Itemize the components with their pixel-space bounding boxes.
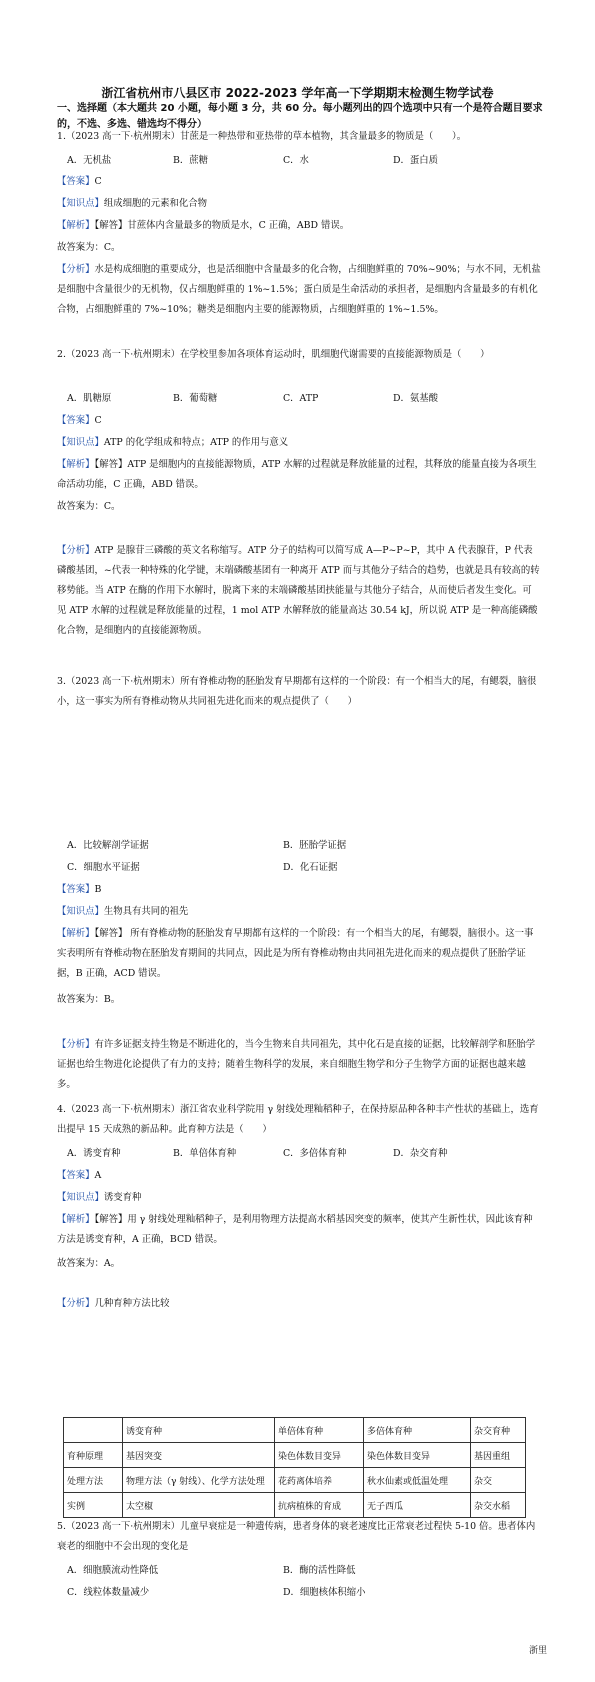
q4-conclusion: 故答案为：A。 [57,1258,121,1269]
q2-fenxi: 【分析】ATP 是腺苷三磷酸的英文名称缩写。ATP 分子的结构可以简写成 A—P~P~P，其中 A 代表腺苷，P 代表磷酸基团，~代表一种特殊的化学键，末端磷酸基团有一种离开 ATP 而与其他分子结合的趋势，也就是具有较高的转移势能。当 ATP 在酶的作用下水解时，脱离下来的末端磷酸基团挟能量与其他分子结合，从而使后者发生变化。可见 ATP 水解的过程就是释放能量的过程，1 mol ATP 水解释放的能量高达 30.54 kJ，所以说 ATP 是一种高能磷酸化合物，是细胞内的直接能源物质。 [57,545,540,636]
q5-option-c: C．线粒体数量减少 [67,1587,150,1598]
q3-conclusion: 故答案为：B。 [57,994,121,1005]
q2-option-a: A．肌糖原 [67,393,112,404]
table-cell: 杂交育种 [471,1418,526,1443]
q2-option-d: D．氨基酸 [393,393,439,404]
q5-option-b: B．酶的活性降低 [283,1565,356,1576]
q4-stem: 4.（2023 高一下·杭州期末）浙江省农业科学院用 γ 射线处理籼稻种子，在保持原品种各种丰产性状的基础上，选育出提早 15 天成熟的新品种。此育种方法是（ ） [57,1104,539,1135]
q1-stem: 1.（2023 高一下·杭州期末）甘蔗是一种热带和亚热带的草本植物，其含量最多的物质是（ ）。 [57,131,467,142]
q5-option-d: D．细胞核体积缩小 [283,1587,366,1598]
q4-analysis: 【解析】【解答】用 γ 射线处理籼稻种子，是利用物理方法提高水稻基因突变的频率，使其产生新性状，因此该育种方法是诱变育种，A 正确，BCD 错误。 [57,1214,533,1245]
q4-answer: 【答案】A [57,1170,102,1181]
q4-option-c: C．多倍体育种 [283,1148,347,1159]
q2-analysis: 【解析】【解答】ATP 是细胞内的直接能源物质，ATP 水解的过程就是释放能量的过程，其释放的能量直接为各项生命活动功能，C 正确，ABD 错误。 [57,459,537,490]
table-cell: 物理方法（γ 射线）、化学方法处理 [123,1468,275,1493]
q3-option-c: C．细胞水平证据 [67,862,140,873]
q3-analysis: 【解析】【解答】 所有脊椎动物的胚胎发育早期都有这样的一个阶段：有一个相当大的尾，有鳃裂，脑很小。这一事实表明所有脊椎动物在胚胎发育期间的共同点，因此是为所有脊椎动物由共同祖先进化而来的观点提供了胚胎学证据，B 正确，ACD 错误。 [57,928,534,979]
q4-knowledge: 【知识点】诱变育种 [57,1192,142,1203]
q2-option-b: B．葡萄糖 [173,393,218,404]
q1-answer: 【答案】C [57,176,102,187]
q4-option-a: A．诱变育种 [67,1148,121,1159]
q1-analysis: 【解析】【解答】甘蔗体内含量最多的物质是水，C 正确，ABD 错误。 [57,220,350,231]
table-cell: 多倍体育种 [364,1418,471,1443]
q3-stem: 3.（2023 高一下·杭州期末）所有脊椎动物的胚胎发育早期都有这样的一个阶段：有一个相当大的尾，有鳃裂，脑很小，这一事实为所有脊椎动物从共同祖先进化而来的观点提供了（ ） [57,676,537,707]
table-cell [64,1418,123,1443]
q3-option-b: B．胚胎学证据 [283,840,347,851]
table-cell: 秋水仙素或低温处理 [364,1468,471,1493]
q1-fenxi: 【分析】水是构成细胞的重要成分，也是活细胞中含量最多的化合物，占细胞鲜重的 70%~90%；与水不同，无机盐是细胞中含量很少的无机物，仅占细胞鲜重的 1%~1.5%；蛋白质是生命活动的承担者，是细胞内含量最多的有机化合物，占细胞鲜重的 7%~10%；糖类是细胞内主要的能源物质，占细胞鲜重的 1%~1.5%。 [57,264,541,315]
q3-fenxi: 【分析】有许多证据支持生物是不断进化的，当今生物来自共同祖先，其中化石是直接的证据，比较解剖学和胚胎学证据也给生物进化论提供了有力的支持；随着生物科学的发展，来自细胞生物学和分子生物学方面的证据也越来越多。 [57,1039,536,1090]
table-cell: 染色体数目变异 [275,1443,364,1468]
table-cell: 染色体数目变异 [364,1443,471,1468]
table-cell: 太空椒 [123,1493,275,1518]
q4-option-d: D．杂交育种 [393,1148,448,1159]
table-cell: 基因突变 [123,1443,275,1468]
table-row [64,1493,526,1518]
table-row [64,1468,526,1493]
table-row [64,1443,526,1468]
q1-option-d: D．蛋白质 [393,155,439,166]
q2-option-c: C．ATP [283,393,319,404]
q2-answer: 【答案】C [57,415,102,426]
table-cell: 处理方法 [64,1468,123,1493]
table-cell: 育种原理 [64,1443,123,1468]
q2-conclusion: 故答案为：C。 [57,501,121,512]
q3-option-a: A．比较解剖学证据 [67,840,149,851]
q2-knowledge: 【知识点】ATP 的化学组成和特点；ATP 的作用与意义 [57,437,289,448]
q2-stem: 2.（2023 高一下·杭州期末）在学校里参加各项体育运动时，肌细胞代谢需要的直接能源物质是（ ） [57,349,490,360]
q1-option-a: A．无机盐 [67,155,112,166]
page-footer: 浙里 [528,1646,547,1656]
section-heading: 一、选择题（本大题共 20 小题，每小题 3 分，共 60 分。每小题列出的四个选项中只有一个是符合题目要求的，不选、多选、错选均不得分） [57,103,543,130]
q5-stem: 5.（2023 高一下·杭州期末）儿童早衰症是一种遗传病，患者身体的衰老速度比正常衰老过程快 5-10 倍。患者体内衰老的细胞中不会出现的变化是 [57,1521,536,1552]
q3-option-d: D．化石证据 [283,862,338,873]
q1-knowledge: 【知识点】组成细胞的元素和化合物 [57,198,208,209]
q1-conclusion: 故答案为：C。 [57,242,121,253]
q1-option-c: C．水 [283,155,309,166]
q3-answer: 【答案】B [57,884,102,895]
q4-fenxi: 【分析】几种育种方法比较 [57,1298,170,1309]
q4-option-b: B．单倍体育种 [173,1148,237,1159]
table-cell: 基因重组 [471,1443,526,1468]
breeding-methods-table [63,1417,526,1518]
document-title: 浙江省杭州市八县区市 2022-2023 学年高一下学期期末检测生物学试卷 [101,86,494,100]
table-cell: 诱变育种 [123,1418,275,1443]
table-cell: 无子西瓜 [364,1493,471,1518]
table-cell: 单倍体育种 [275,1418,364,1443]
table-cell: 实例 [64,1493,123,1518]
q5-option-a: A．细胞膜流动性降低 [67,1565,159,1576]
q1-option-b: B．蔗糖 [173,155,209,166]
table-cell: 花药离体培养 [275,1468,364,1493]
table-cell: 抗病植株的育成 [275,1493,364,1518]
table-cell: 杂交 [471,1468,526,1493]
table-cell: 杂交水稻 [471,1493,526,1518]
table-row [64,1418,526,1443]
q3-knowledge: 【知识点】生物具有共同的祖先 [57,906,189,917]
